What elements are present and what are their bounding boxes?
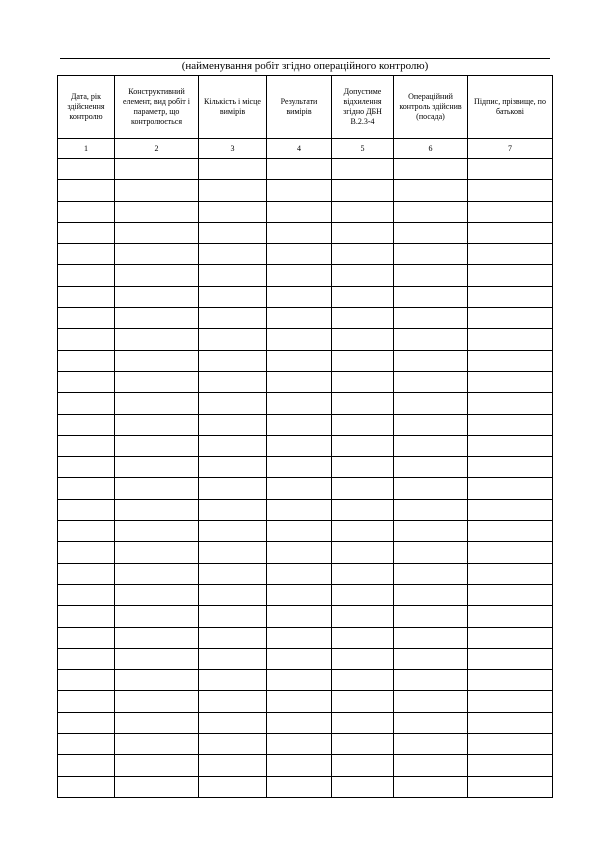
- entry-cell: [468, 265, 553, 286]
- entry-cell: [468, 159, 553, 180]
- entry-cell: [115, 371, 199, 392]
- entry-cell: [199, 435, 267, 456]
- entry-cell: [267, 265, 332, 286]
- entry-cell: [115, 542, 199, 563]
- entry-cell: [267, 584, 332, 605]
- entry-row: [58, 734, 553, 755]
- entry-cell: [199, 329, 267, 350]
- entry-cell: [58, 691, 115, 712]
- entry-cell: [58, 393, 115, 414]
- entry-row: [58, 776, 553, 797]
- entry-cell: [58, 414, 115, 435]
- column-number: 7: [468, 139, 553, 159]
- entry-cell: [115, 457, 199, 478]
- entry-row: [58, 393, 553, 414]
- entry-cell: [332, 222, 394, 243]
- entry-cell: [115, 414, 199, 435]
- entry-cell: [468, 776, 553, 797]
- entry-cell: [468, 329, 553, 350]
- entry-cell: [115, 776, 199, 797]
- entry-cell: [332, 244, 394, 265]
- entry-cell: [199, 393, 267, 414]
- entry-cell: [115, 521, 199, 542]
- entry-row: [58, 563, 553, 584]
- entry-cell: [332, 521, 394, 542]
- entry-cell: [394, 627, 468, 648]
- entry-cell: [468, 244, 553, 265]
- entry-cell: [332, 180, 394, 201]
- entry-cell: [58, 350, 115, 371]
- entry-cell: [267, 606, 332, 627]
- entry-cell: [267, 371, 332, 392]
- entry-cell: [332, 371, 394, 392]
- entry-cell: [267, 648, 332, 669]
- entry-cell: [394, 499, 468, 520]
- work-name-caption: (найменування робіт згідно операційного контролю): [181, 60, 429, 72]
- entry-cell: [199, 180, 267, 201]
- entry-cell: [267, 159, 332, 180]
- entry-cell: [199, 350, 267, 371]
- entry-cell: [115, 648, 199, 669]
- entry-cell: [115, 627, 199, 648]
- entry-cell: [267, 670, 332, 691]
- entry-cell: [267, 734, 332, 755]
- entry-cell: [58, 265, 115, 286]
- entry-cell: [58, 627, 115, 648]
- entry-cell: [468, 734, 553, 755]
- entry-row: [58, 691, 553, 712]
- entry-cell: [267, 776, 332, 797]
- entry-cell: [394, 606, 468, 627]
- entry-cell: [58, 478, 115, 499]
- entry-cell: [332, 435, 394, 456]
- entry-cell: [199, 712, 267, 733]
- entry-row: [58, 712, 553, 733]
- column-number-row: [58, 139, 553, 159]
- column-number: 5: [332, 139, 394, 159]
- entry-cell: [115, 286, 199, 307]
- entry-cell: [468, 712, 553, 733]
- entry-cell: [58, 606, 115, 627]
- entry-cell: [468, 435, 553, 456]
- entry-cell: [394, 329, 468, 350]
- entry-cell: [199, 308, 267, 329]
- header-cell-results: Результати вимірів: [267, 76, 332, 139]
- entry-cell: [394, 734, 468, 755]
- header-cell-measurement-count: Кількість і місце вимірів: [199, 76, 267, 139]
- entry-cell: [58, 712, 115, 733]
- entry-cell: [267, 201, 332, 222]
- entry-row: [58, 670, 553, 691]
- entry-cell: [332, 265, 394, 286]
- header-row: [58, 76, 553, 139]
- entry-cell: [394, 244, 468, 265]
- entry-row: [58, 499, 553, 520]
- entry-row: [58, 457, 553, 478]
- entry-cell: [115, 201, 199, 222]
- entry-cell: [468, 542, 553, 563]
- entry-cell: [58, 286, 115, 307]
- entry-cell: [267, 499, 332, 520]
- entry-row: [58, 329, 553, 350]
- header-cell-date: Дата, рік здійснення контролю: [58, 76, 115, 139]
- entry-cell: [394, 435, 468, 456]
- entry-cell: [199, 755, 267, 776]
- header-cell-element: Конструктивний елемент, вид робіт і параметр, що контролюється: [115, 76, 199, 139]
- entry-row: [58, 159, 553, 180]
- entry-cell: [394, 393, 468, 414]
- entry-row: [58, 606, 553, 627]
- entry-cell: [332, 755, 394, 776]
- entry-cell: [332, 478, 394, 499]
- entry-cell: [199, 244, 267, 265]
- entry-cell: [394, 478, 468, 499]
- entry-cell: [468, 648, 553, 669]
- entry-cell: [115, 265, 199, 286]
- entry-cell: [267, 627, 332, 648]
- entry-cell: [468, 606, 553, 627]
- entry-cell: [199, 457, 267, 478]
- entry-cell: [199, 776, 267, 797]
- entry-row: [58, 222, 553, 243]
- entry-cell: [468, 457, 553, 478]
- entry-cell: [394, 180, 468, 201]
- entry-cell: [332, 776, 394, 797]
- entry-cell: [199, 499, 267, 520]
- entry-cell: [58, 222, 115, 243]
- entry-cell: [468, 350, 553, 371]
- entry-row: [58, 201, 553, 222]
- entry-cell: [332, 393, 394, 414]
- entry-cell: [115, 734, 199, 755]
- entry-cell: [267, 222, 332, 243]
- entry-cell: [115, 222, 199, 243]
- column-number: 6: [394, 139, 468, 159]
- entry-cell: [115, 712, 199, 733]
- entry-cell: [468, 563, 553, 584]
- entry-cell: [394, 222, 468, 243]
- entry-cell: [468, 691, 553, 712]
- entry-cell: [199, 201, 267, 222]
- entry-cell: [199, 521, 267, 542]
- entry-cell: [199, 734, 267, 755]
- entry-cell: [332, 734, 394, 755]
- entry-cell: [394, 457, 468, 478]
- entry-cell: [267, 691, 332, 712]
- entry-cell: [199, 286, 267, 307]
- entry-cell: [199, 584, 267, 605]
- entry-cell: [58, 435, 115, 456]
- entry-cell: [332, 329, 394, 350]
- entry-cell: [332, 159, 394, 180]
- entry-cell: [332, 563, 394, 584]
- entry-cell: [58, 542, 115, 563]
- entry-cell: [394, 159, 468, 180]
- entry-cell: [58, 457, 115, 478]
- entry-row: [58, 350, 553, 371]
- entry-cell: [58, 563, 115, 584]
- entry-row: [58, 371, 553, 392]
- entry-cell: [58, 521, 115, 542]
- column-number: 4: [267, 139, 332, 159]
- entry-cell: [468, 499, 553, 520]
- entry-row: [58, 648, 553, 669]
- entry-cell: [394, 712, 468, 733]
- entry-row: [58, 521, 553, 542]
- entry-cell: [267, 755, 332, 776]
- entry-cell: [199, 265, 267, 286]
- entry-cell: [332, 457, 394, 478]
- entry-cell: [394, 584, 468, 605]
- entry-cell: [58, 329, 115, 350]
- entry-cell: [468, 201, 553, 222]
- entry-cell: [199, 478, 267, 499]
- entry-cell: [267, 563, 332, 584]
- entry-row: [58, 308, 553, 329]
- entry-cell: [394, 670, 468, 691]
- entry-cell: [199, 627, 267, 648]
- entry-cell: [394, 521, 468, 542]
- entry-cell: [394, 414, 468, 435]
- entry-row: [58, 478, 553, 499]
- entry-cell: [267, 286, 332, 307]
- entry-cell: [199, 414, 267, 435]
- entry-cell: [58, 648, 115, 669]
- entry-cell: [468, 521, 553, 542]
- entry-cell: [267, 350, 332, 371]
- entry-cell: [267, 393, 332, 414]
- entry-cell: [468, 670, 553, 691]
- entry-row: [58, 180, 553, 201]
- entry-cell: [394, 755, 468, 776]
- entry-cell: [115, 755, 199, 776]
- entry-cell: [115, 159, 199, 180]
- entry-cell: [58, 584, 115, 605]
- entry-cell: [199, 159, 267, 180]
- entry-cell: [468, 627, 553, 648]
- entry-cell: [267, 712, 332, 733]
- operational-control-table: [57, 75, 553, 798]
- entry-cell: [468, 755, 553, 776]
- entry-cell: [332, 201, 394, 222]
- header-cell-inspector: Операційний контроль здійснив (посада): [394, 76, 468, 139]
- entry-cell: [199, 606, 267, 627]
- entry-cell: [332, 286, 394, 307]
- entry-cell: [394, 308, 468, 329]
- entry-cell: [115, 499, 199, 520]
- entry-cell: [468, 371, 553, 392]
- entry-cell: [267, 244, 332, 265]
- entry-cell: [394, 371, 468, 392]
- column-number: 1: [58, 139, 115, 159]
- entry-cell: [468, 584, 553, 605]
- entry-cell: [267, 435, 332, 456]
- column-number: 3: [199, 139, 267, 159]
- entry-cell: [58, 180, 115, 201]
- entry-cell: [394, 201, 468, 222]
- entry-cell: [115, 308, 199, 329]
- entry-cell: [332, 648, 394, 669]
- entry-cell: [468, 308, 553, 329]
- entry-cell: [58, 499, 115, 520]
- entry-cell: [267, 180, 332, 201]
- entry-cell: [58, 755, 115, 776]
- entry-cell: [332, 542, 394, 563]
- entry-row: [58, 414, 553, 435]
- entry-cell: [199, 648, 267, 669]
- entry-cell: [332, 584, 394, 605]
- entry-cell: [115, 350, 199, 371]
- entry-cell: [115, 244, 199, 265]
- entry-cell: [394, 563, 468, 584]
- entry-cell: [468, 478, 553, 499]
- entry-cell: [58, 308, 115, 329]
- entry-cell: [267, 329, 332, 350]
- entry-cell: [115, 435, 199, 456]
- entry-cell: [394, 776, 468, 797]
- entry-cell: [115, 180, 199, 201]
- entry-cell: [58, 159, 115, 180]
- entry-cell: [199, 371, 267, 392]
- entry-cell: [199, 222, 267, 243]
- entry-cell: [394, 542, 468, 563]
- entry-cell: [468, 393, 553, 414]
- entry-cell: [394, 691, 468, 712]
- entry-cell: [267, 457, 332, 478]
- entry-cell: [58, 371, 115, 392]
- entry-cell: [468, 222, 553, 243]
- entry-cell: [115, 670, 199, 691]
- entry-cell: [58, 201, 115, 222]
- entry-cell: [332, 606, 394, 627]
- entry-cell: [332, 308, 394, 329]
- entry-row: [58, 244, 553, 265]
- entry-cell: [332, 691, 394, 712]
- entry-cell: [332, 350, 394, 371]
- entry-cell: [267, 542, 332, 563]
- entry-cell: [199, 691, 267, 712]
- entry-cell: [267, 414, 332, 435]
- header-cell-tolerance: Допустиме відхилення згідно ДБН В.2.3-4: [332, 76, 394, 139]
- entry-cell: [468, 414, 553, 435]
- entry-cell: [468, 180, 553, 201]
- entry-cell: [115, 478, 199, 499]
- entry-cell: [58, 776, 115, 797]
- entry-cell: [468, 286, 553, 307]
- entry-cell: [267, 521, 332, 542]
- column-number: 2: [115, 139, 199, 159]
- entry-cell: [115, 393, 199, 414]
- entry-cell: [58, 670, 115, 691]
- entry-cell: [115, 563, 199, 584]
- entry-row: [58, 584, 553, 605]
- entry-cell: [267, 478, 332, 499]
- entry-cell: [58, 734, 115, 755]
- entry-cell: [332, 670, 394, 691]
- entry-cell: [115, 584, 199, 605]
- entry-cell: [115, 329, 199, 350]
- entry-cell: [199, 670, 267, 691]
- entry-row: [58, 755, 553, 776]
- entry-row: [58, 627, 553, 648]
- entry-cell: [199, 542, 267, 563]
- entry-cell: [115, 691, 199, 712]
- entry-cell: [267, 308, 332, 329]
- entry-cell: [332, 712, 394, 733]
- entry-cell: [332, 414, 394, 435]
- entry-row: [58, 542, 553, 563]
- entry-cell: [394, 350, 468, 371]
- entry-cell: [394, 648, 468, 669]
- entry-cell: [394, 265, 468, 286]
- entry-cell: [394, 286, 468, 307]
- entry-cell: [199, 563, 267, 584]
- entry-row: [58, 286, 553, 307]
- entry-row: [58, 265, 553, 286]
- entry-cell: [115, 606, 199, 627]
- entry-cell: [332, 627, 394, 648]
- entry-row: [58, 435, 553, 456]
- entry-cell: [58, 244, 115, 265]
- header-cell-signature: Підпис, прізвище, по батькові: [468, 76, 553, 139]
- entry-cell: [332, 499, 394, 520]
